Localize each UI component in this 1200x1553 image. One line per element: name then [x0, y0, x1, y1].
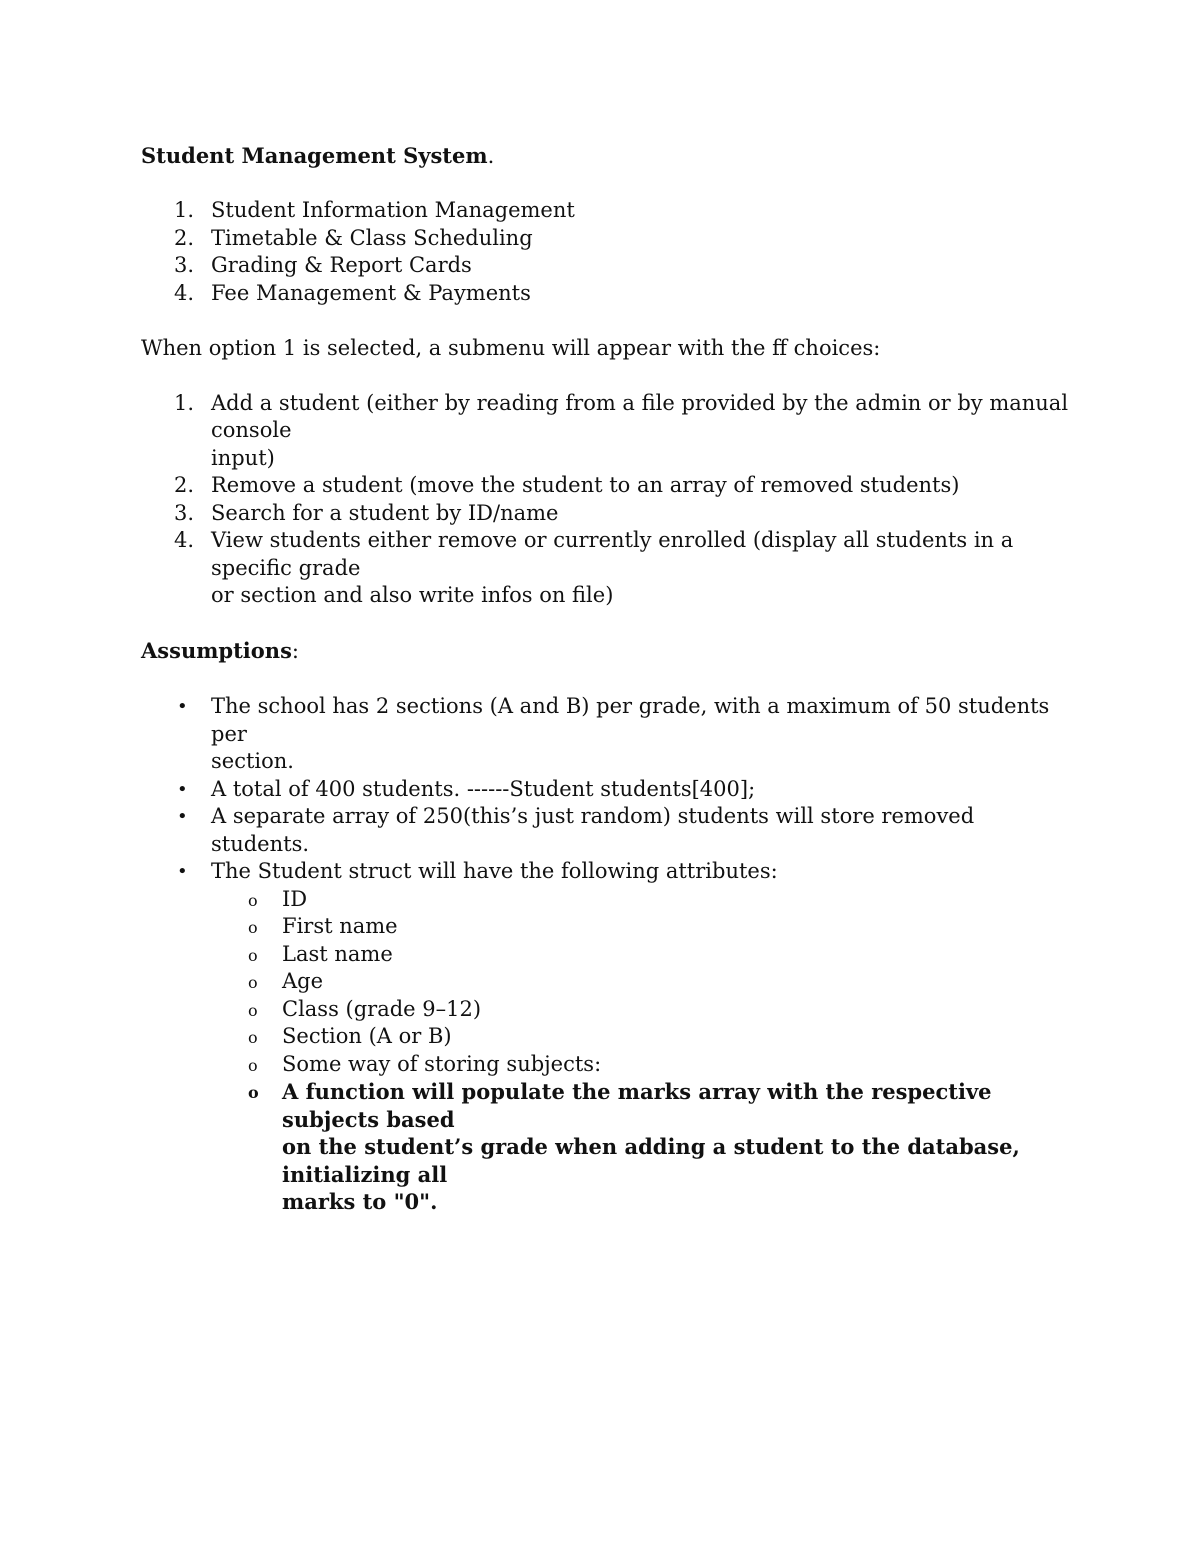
list-number: 4.	[174, 280, 195, 305]
assumptions-heading-text: Assumptions	[141, 638, 292, 663]
attribute-bold-text-continued: on the student’s grade when adding a student to the database, initializing all	[282, 1134, 1020, 1187]
main-menu-item	[141, 197, 1071, 225]
circle-bullet-icon: o	[248, 918, 258, 937]
attribute-bold-text: A function will populate the marks array with the respective subjects based	[282, 1079, 992, 1132]
main-menu-item	[141, 225, 1071, 253]
attribute-text: Section (A or B)	[282, 1024, 452, 1048]
circle-bullet-icon: o	[248, 973, 258, 992]
title-text: Student Management System	[141, 143, 488, 168]
submenu-item-text: View students either remove or currently enrolled (display all students in a specific grade	[211, 528, 1014, 580]
attribute-text: First name	[282, 914, 398, 938]
main-menu-item-text: Student Information Management	[211, 198, 575, 222]
assumption-text: The school has 2 sections (A and B) per grade, with a maximum of 50 students per	[211, 694, 1050, 746]
circle-bullet-icon: o	[248, 1055, 258, 1075]
attribute-bold-text-end: marks to "0".	[282, 1189, 438, 1214]
assumptions-colon: :	[291, 639, 299, 663]
attributes-list	[141, 886, 1071, 1216]
attribute-item	[141, 941, 1071, 969]
submenu-item-text: Add a student (either by reading from a file provided by the admin or by manual console	[211, 390, 1069, 442]
attribute-item-bold	[141, 1078, 1071, 1216]
list-number: 1.	[174, 198, 195, 222]
assumptions-list	[141, 693, 1071, 886]
submenu-item-text-continued: input)	[211, 445, 275, 470]
submenu-item	[141, 527, 1071, 610]
bullet-icon: •	[177, 861, 188, 882]
title-punctuation: .	[487, 144, 495, 168]
attribute-text: Last name	[282, 941, 393, 966]
assumption-text: A total of 400 students. ------Student students[400];	[211, 776, 756, 801]
assumption-item	[141, 858, 1071, 886]
assumption-item	[141, 776, 1071, 804]
document-title	[141, 142, 1071, 170]
attribute-item	[141, 996, 1071, 1024]
list-number: 3.	[174, 500, 195, 525]
attribute-item	[141, 1051, 1071, 1079]
assumption-text: A separate array of 250(this’s just random) students will store removed students.	[211, 804, 975, 856]
submenu-item-text-continued: or section and also write infos on file)	[211, 583, 614, 607]
main-menu-item-text: Fee Management & Payments	[211, 280, 531, 305]
submenu-intro: When option 1 is selected, a submenu will appear with the ff choices:	[141, 335, 881, 360]
main-menu-item	[141, 252, 1071, 280]
submenu-item	[141, 500, 1071, 528]
attribute-item	[141, 1023, 1071, 1051]
attribute-text: Class (grade 9–12)	[282, 996, 482, 1021]
attribute-item	[141, 968, 1071, 996]
spacer	[141, 307, 1071, 335]
submenu-item-text: Remove a student (move the student to an array of removed students)	[211, 473, 960, 497]
attribute-text: ID	[282, 886, 308, 911]
assumption-item	[141, 803, 1071, 858]
list-number: 2.	[174, 473, 195, 497]
list-number: 4.	[174, 528, 195, 552]
document-content	[141, 142, 1071, 1216]
assumption-text-continued: section.	[211, 749, 294, 773]
main-menu-list	[141, 197, 1071, 307]
list-number: 2.	[174, 225, 195, 250]
attribute-item	[141, 913, 1071, 941]
circle-bullet-icon: o	[248, 945, 258, 965]
attribute-text: Some way of storing subjects:	[282, 1051, 602, 1076]
circle-bullet-icon: o	[248, 890, 258, 910]
attribute-text: Age	[282, 969, 324, 993]
spacer	[141, 666, 1071, 694]
submenu-item	[141, 472, 1071, 500]
assumption-text: The Student struct will have the following attributes:	[211, 859, 778, 883]
bullet-icon: •	[177, 806, 188, 827]
bullet-icon: •	[177, 696, 188, 717]
circle-bullet-icon: o	[248, 1028, 258, 1047]
assumptions-heading	[141, 637, 1071, 666]
spacer	[141, 170, 1071, 198]
submenu-item	[141, 390, 1071, 473]
submenu-item-text: Search for a student by ID/name	[211, 500, 559, 525]
bullet-icon: •	[177, 778, 188, 800]
main-menu-item	[141, 280, 1071, 308]
submenu-list	[141, 390, 1071, 610]
circle-bullet-icon: o	[248, 1000, 258, 1020]
main-menu-item-text: Timetable & Class Scheduling	[211, 225, 533, 250]
spacer	[141, 362, 1071, 390]
circle-bullet-icon: o	[248, 1083, 259, 1102]
list-number: 1.	[174, 390, 195, 415]
assumption-item	[141, 693, 1071, 776]
attribute-item	[141, 886, 1071, 914]
spacer	[141, 610, 1071, 638]
list-number: 3.	[174, 253, 195, 277]
main-menu-item-text: Grading & Report Cards	[211, 253, 472, 277]
